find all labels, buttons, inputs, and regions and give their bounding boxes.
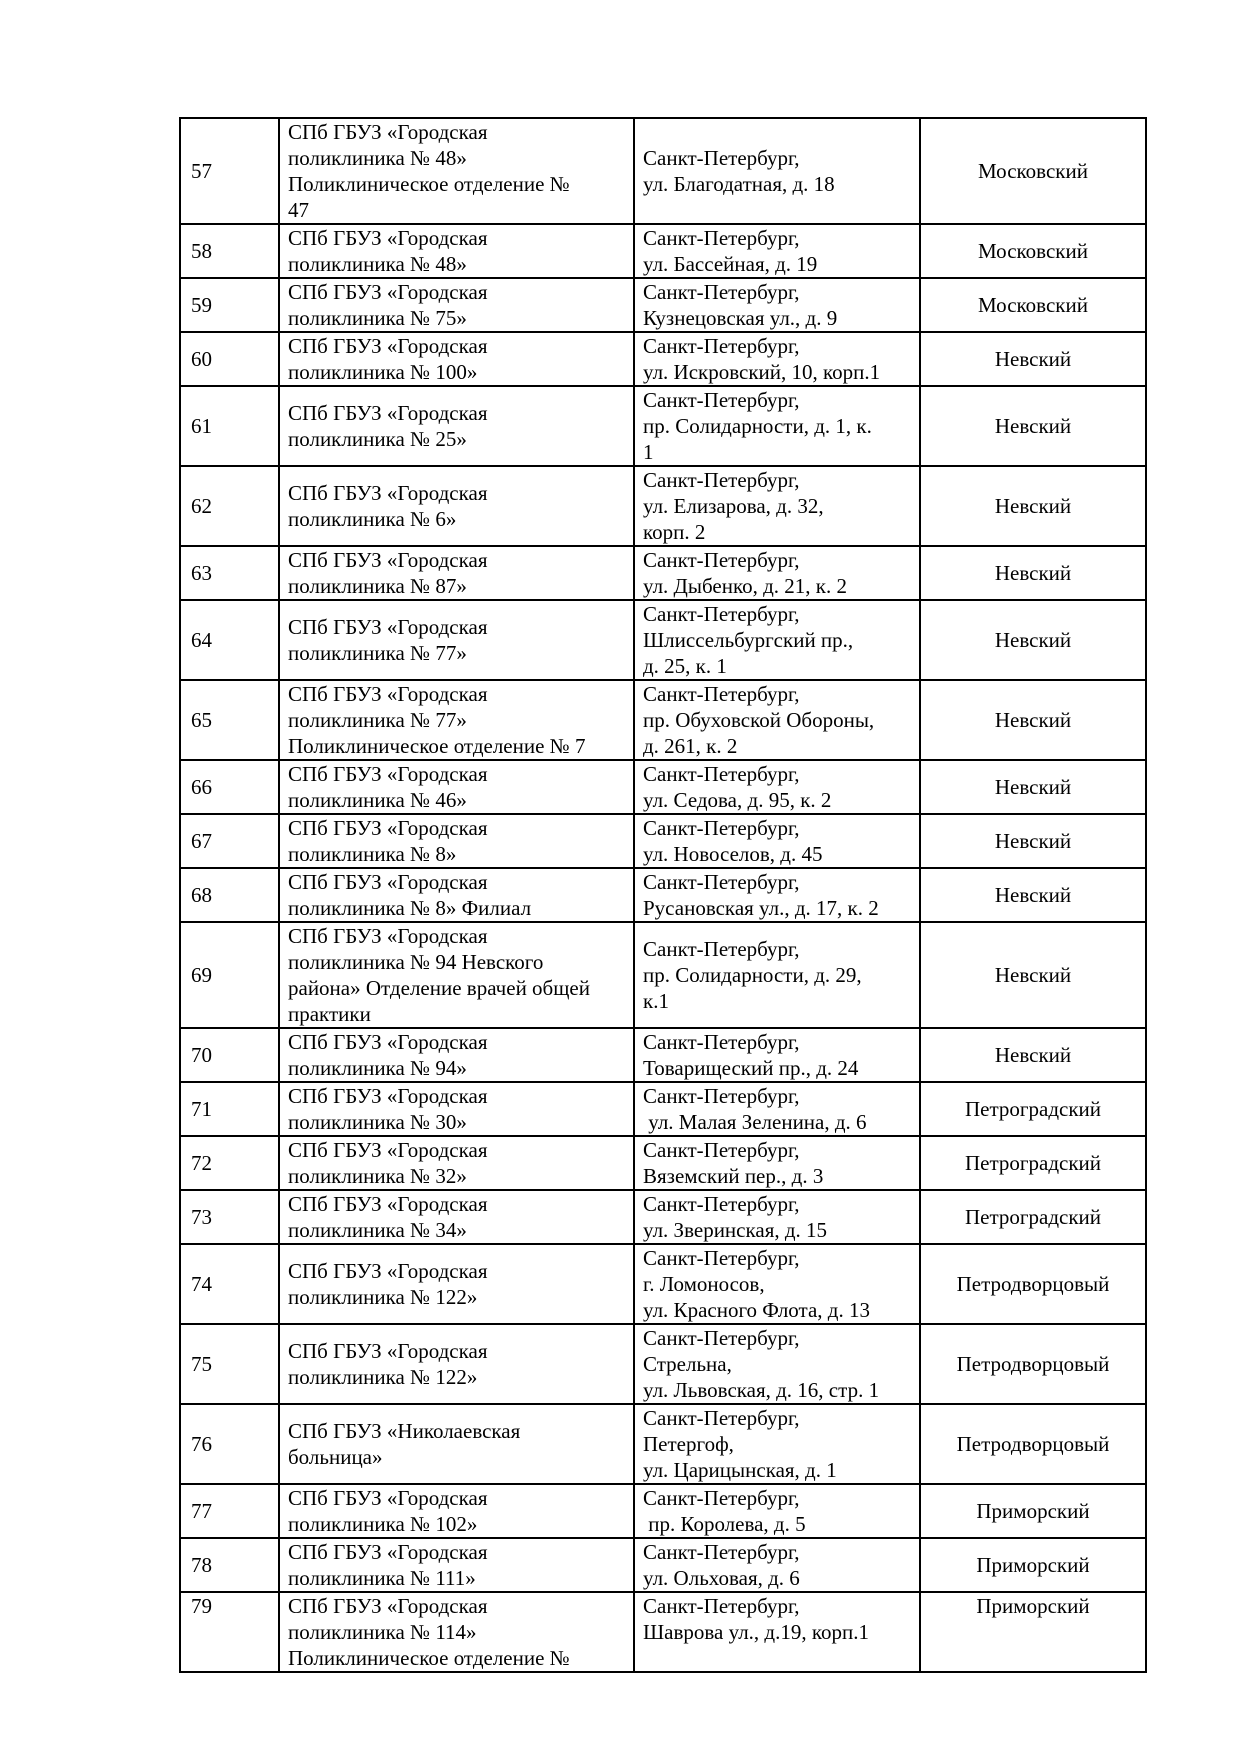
district-cell: Невский <box>920 1028 1146 1082</box>
clinic-name-line: СПб ГБУЗ «Городская <box>288 1084 488 1108</box>
clinic-name-line: поликлиника № 94» <box>288 1056 467 1080</box>
address-line: Санкт-Петербург, <box>643 1486 800 1510</box>
district-cell: Петродворцовый <box>920 1244 1146 1324</box>
table-row <box>180 1538 1146 1592</box>
clinic-name-cell <box>279 1404 634 1484</box>
clinic-name-line: СПб ГБУЗ «Городская <box>288 401 488 425</box>
address-line: ул. Искровский, 10, корп.1 <box>643 360 881 384</box>
clinic-name-cell <box>279 680 634 760</box>
row-number: 64 <box>180 600 279 680</box>
address-line: Санкт-Петербург, <box>643 937 800 961</box>
address-line: ул. Зверинская, д. 15 <box>643 1218 828 1242</box>
clinic-name-line: СПб ГБУЗ «Городская <box>288 1339 488 1363</box>
table-row <box>180 814 1146 868</box>
table-row <box>180 546 1146 600</box>
address-cell <box>634 814 920 868</box>
clinic-name-cell <box>279 546 634 600</box>
clinic-name-cell <box>279 224 634 278</box>
address-line: д. 25, к. 1 <box>643 654 727 678</box>
address-line: Санкт-Петербург, <box>643 1540 800 1564</box>
row-number: 59 <box>180 278 279 332</box>
clinic-name-line: поликлиника № 6» <box>288 507 457 531</box>
address-line: д. 261, к. 2 <box>643 734 738 758</box>
address-cell <box>634 680 920 760</box>
clinic-name-line: поликлиника № 75» <box>288 306 467 330</box>
row-number: 76 <box>180 1404 279 1484</box>
address-line: пр. Королева, д. 5 <box>643 1512 806 1536</box>
address-line: Санкт-Петербург, <box>643 388 800 412</box>
clinic-name-cell <box>279 1190 634 1244</box>
table-row <box>180 600 1146 680</box>
clinic-name-line: поликлиника № 94 Невского <box>288 950 544 974</box>
clinic-name-line: СПб ГБУЗ «Городская <box>288 1594 488 1618</box>
address-line: Санкт-Петербург, <box>643 602 800 626</box>
row-number: 67 <box>180 814 279 868</box>
clinic-name-line: СПб ГБУЗ «Городская <box>288 1192 488 1216</box>
address-line: ул. Седова, д. 95, к. 2 <box>643 788 832 812</box>
district-cell: Невский <box>920 546 1146 600</box>
clinic-name-line: СПб ГБУЗ «Городская <box>288 1540 488 1564</box>
clinic-name-line: поликлиника № 87» <box>288 574 467 598</box>
address-line: пр. Обуховской Обороны, <box>643 708 875 732</box>
clinic-name-cell <box>279 1538 634 1592</box>
clinic-name-line: поликлиника № 111» <box>288 1566 476 1590</box>
address-line: Санкт-Петербург, <box>643 146 800 170</box>
address-line: Санкт-Петербург, <box>643 1326 800 1350</box>
address-cell <box>634 600 920 680</box>
address-cell <box>634 1136 920 1190</box>
district-cell: Петроградский <box>920 1136 1146 1190</box>
table-row <box>180 386 1146 466</box>
address-line: г. Ломоносов, <box>643 1272 765 1296</box>
clinic-name-cell <box>279 118 634 224</box>
row-number: 72 <box>180 1136 279 1190</box>
address-cell <box>634 760 920 814</box>
clinic-name-line: СПб ГБУЗ «Городская <box>288 481 488 505</box>
clinic-name-line: СПб ГБУЗ «Городская <box>288 1259 488 1283</box>
district-cell: Московский <box>920 118 1146 224</box>
address-line: Санкт-Петербург, <box>643 1030 800 1054</box>
row-number: 57 <box>180 118 279 224</box>
row-number: 58 <box>180 224 279 278</box>
table-row <box>180 760 1146 814</box>
address-line: пр. Солидарности, д. 1, к. <box>643 414 872 438</box>
clinic-name-cell <box>279 1324 634 1404</box>
row-number: 74 <box>180 1244 279 1324</box>
address-line: Шлиссельбургский пр., <box>643 628 854 652</box>
address-line: ул. Дыбенко, д. 21, к. 2 <box>643 574 847 598</box>
clinic-name-line: СПб ГБУЗ «Николаевская <box>288 1419 521 1443</box>
clinic-name-cell <box>279 600 634 680</box>
address-line: ул. Елизарова, д. 32, <box>643 494 824 518</box>
district-cell: Невский <box>920 332 1146 386</box>
table-row <box>180 1082 1146 1136</box>
district-cell: Петродворцовый <box>920 1404 1146 1484</box>
address-line: ул. Новоселов, д. 45 <box>643 842 823 866</box>
table-row <box>180 922 1146 1028</box>
table-row <box>180 680 1146 760</box>
address-line: Русановская ул., д. 17, к. 2 <box>643 896 879 920</box>
clinic-name-cell <box>279 332 634 386</box>
address-line: 1 <box>643 440 654 464</box>
clinic-name-line: СПб ГБУЗ «Городская <box>288 120 488 144</box>
row-number: 65 <box>180 680 279 760</box>
clinic-name-line: СПб ГБУЗ «Городская <box>288 1030 488 1054</box>
clinic-name-line: поликлиника № 100» <box>288 360 478 384</box>
clinic-name-cell <box>279 1484 634 1538</box>
clinic-name-line: СПб ГБУЗ «Городская <box>288 548 488 572</box>
clinic-name-cell <box>279 278 634 332</box>
clinic-name-line: СПб ГБУЗ «Городская <box>288 226 488 250</box>
address-line: Санкт-Петербург, <box>643 1406 800 1430</box>
table-row <box>180 1244 1146 1324</box>
row-number: 68 <box>180 868 279 922</box>
address-cell <box>634 332 920 386</box>
row-number: 73 <box>180 1190 279 1244</box>
address-line: Шаврова ул., д.19, корп.1 <box>643 1620 869 1644</box>
address-cell <box>634 868 920 922</box>
address-line: Санкт-Петербург, <box>643 1192 800 1216</box>
district-cell: Невский <box>920 868 1146 922</box>
table-row <box>180 1028 1146 1082</box>
district-cell: Невский <box>920 600 1146 680</box>
clinic-name-line: поликлиника № 32» <box>288 1164 467 1188</box>
address-line: Санкт-Петербург, <box>643 870 800 894</box>
clinic-name-line: поликлиника № 114» <box>288 1620 477 1644</box>
clinic-name-line: СПб ГБУЗ «Городская <box>288 924 488 948</box>
address-cell <box>634 1190 920 1244</box>
address-cell <box>634 1244 920 1324</box>
clinic-name-line: СПб ГБУЗ «Городская <box>288 870 488 894</box>
clinic-name-line: поликлиника № 34» <box>288 1218 467 1242</box>
clinic-name-cell <box>279 868 634 922</box>
address-cell <box>634 1082 920 1136</box>
clinic-name-cell <box>279 814 634 868</box>
address-cell <box>634 922 920 1028</box>
row-number: 77 <box>180 1484 279 1538</box>
address-line: ул. Малая Зеленина, д. 6 <box>643 1110 867 1134</box>
table-row <box>180 278 1146 332</box>
row-number: 60 <box>180 332 279 386</box>
clinic-name-line: Поликлиническое отделение № <box>288 172 570 196</box>
address-cell <box>634 1028 920 1082</box>
clinics-table <box>179 117 1147 1673</box>
clinic-name-line: Поликлиническое отделение № 7 <box>288 734 586 758</box>
table-row <box>180 868 1146 922</box>
address-line: Товарищеский пр., д. 24 <box>643 1056 859 1080</box>
address-cell <box>634 1324 920 1404</box>
address-line: Санкт-Петербург, <box>643 1594 800 1618</box>
row-number: 70 <box>180 1028 279 1082</box>
address-line: Санкт-Петербург, <box>643 1084 800 1108</box>
clinic-name-line: поликлиника № 8» Филиал <box>288 896 532 920</box>
district-cell: Приморский <box>920 1592 1146 1672</box>
address-line: Санкт-Петербург, <box>643 548 800 572</box>
district-cell: Приморский <box>920 1538 1146 1592</box>
address-line: Санкт-Петербург, <box>643 1138 800 1162</box>
address-line: пр. Солидарности, д. 29, <box>643 963 862 987</box>
address-line: Петергоф, <box>643 1432 734 1456</box>
address-line: ул. Благодатная, д. 18 <box>643 172 835 196</box>
clinic-name-line: практики <box>288 1002 371 1026</box>
district-cell: Петроградский <box>920 1190 1146 1244</box>
address-line: Санкт-Петербург, <box>643 226 800 250</box>
row-number: 79 <box>180 1592 279 1672</box>
address-line: ул. Царицынская, д. 1 <box>643 1458 837 1482</box>
district-cell: Приморский <box>920 1484 1146 1538</box>
clinic-name-line: поликлиника № 46» <box>288 788 467 812</box>
district-cell: Невский <box>920 760 1146 814</box>
address-cell <box>634 224 920 278</box>
table-row <box>180 1136 1146 1190</box>
table-row <box>180 224 1146 278</box>
clinic-name-cell <box>279 922 634 1028</box>
row-number: 71 <box>180 1082 279 1136</box>
address-line: ул. Бассейная, д. 19 <box>643 252 818 276</box>
address-cell <box>634 466 920 546</box>
clinic-name-line: СПб ГБУЗ «Городская <box>288 1138 488 1162</box>
district-cell: Невский <box>920 680 1146 760</box>
address-line: ул. Ольховая, д. 6 <box>643 1566 800 1590</box>
clinic-name-line: СПб ГБУЗ «Городская <box>288 762 488 786</box>
address-line: Санкт-Петербург, <box>643 334 800 358</box>
address-line: Санкт-Петербург, <box>643 762 800 786</box>
table-row <box>180 1484 1146 1538</box>
clinic-name-line: СПб ГБУЗ «Городская <box>288 615 488 639</box>
row-number: 69 <box>180 922 279 1028</box>
clinic-name-line: СПб ГБУЗ «Городская <box>288 816 488 840</box>
table-row <box>180 1190 1146 1244</box>
address-cell <box>634 278 920 332</box>
address-line: корп. 2 <box>643 520 706 544</box>
clinics-table-body <box>180 118 1146 1672</box>
row-number: 78 <box>180 1538 279 1592</box>
clinic-name-cell <box>279 466 634 546</box>
district-cell: Невский <box>920 466 1146 546</box>
table-row <box>180 332 1146 386</box>
clinic-name-line: района» Отделение врачей общей <box>288 976 590 1000</box>
address-cell <box>634 546 920 600</box>
address-cell <box>634 1592 920 1672</box>
district-cell: Невский <box>920 386 1146 466</box>
clinic-name-line: поликлиника № 77» <box>288 641 467 665</box>
clinic-name-line: поликлиника № 48» <box>288 252 467 276</box>
clinic-name-cell <box>279 1082 634 1136</box>
clinic-name-line: СПб ГБУЗ «Городская <box>288 682 488 706</box>
clinic-name-line: поликлиника № 48» <box>288 146 467 170</box>
address-cell <box>634 1404 920 1484</box>
row-number: 66 <box>180 760 279 814</box>
clinic-name-cell <box>279 760 634 814</box>
clinic-name-line: поликлиника № 8» <box>288 842 457 866</box>
clinic-name-line: поликлиника № 30» <box>288 1110 467 1134</box>
table-row <box>180 466 1146 546</box>
address-line: ул. Львовская, д. 16, стр. 1 <box>643 1378 880 1402</box>
clinic-name-line: СПб ГБУЗ «Городская <box>288 1486 488 1510</box>
address-cell <box>634 386 920 466</box>
clinic-name-line: 47 <box>288 198 309 222</box>
address-line: Санкт-Петербург, <box>643 682 800 706</box>
clinic-name-cell <box>279 1136 634 1190</box>
district-cell: Московский <box>920 278 1146 332</box>
row-number: 61 <box>180 386 279 466</box>
address-cell <box>634 118 920 224</box>
table-row <box>180 1404 1146 1484</box>
clinic-name-line: поликлиника № 25» <box>288 427 467 451</box>
address-line: Санкт-Петербург, <box>643 468 800 492</box>
clinic-name-line: поликлиника № 122» <box>288 1365 478 1389</box>
district-cell: Невский <box>920 922 1146 1028</box>
address-line: Кузнецовская ул., д. 9 <box>643 306 838 330</box>
address-line: Вяземский пер., д. 3 <box>643 1164 824 1188</box>
address-line: Санкт-Петербург, <box>643 1246 800 1270</box>
district-cell: Петроградский <box>920 1082 1146 1136</box>
row-number: 75 <box>180 1324 279 1404</box>
clinic-name-line: СПб ГБУЗ «Городская <box>288 280 488 304</box>
table-row <box>180 1324 1146 1404</box>
address-cell <box>634 1484 920 1538</box>
clinic-name-line: СПб ГБУЗ «Городская <box>288 334 488 358</box>
clinic-name-line: поликлиника № 122» <box>288 1285 478 1309</box>
district-cell: Петродворцовый <box>920 1324 1146 1404</box>
district-cell: Московский <box>920 224 1146 278</box>
district-cell: Невский <box>920 814 1146 868</box>
clinic-name-line: поликлиника № 102» <box>288 1512 478 1536</box>
clinic-name-line: Поликлиническое отделение № <box>288 1646 570 1670</box>
clinic-name-cell <box>279 1592 634 1672</box>
address-line: Стрельна, <box>643 1352 732 1376</box>
address-line: ул. Красного Флота, д. 13 <box>643 1298 870 1322</box>
clinic-name-line: больница» <box>288 1445 383 1469</box>
table-row <box>180 118 1146 224</box>
clinic-name-cell <box>279 1028 634 1082</box>
clinic-name-cell <box>279 1244 634 1324</box>
clinic-name-cell <box>279 386 634 466</box>
row-number: 62 <box>180 466 279 546</box>
address-line: Санкт-Петербург, <box>643 280 800 304</box>
address-line: к.1 <box>643 989 669 1013</box>
address-line: Санкт-Петербург, <box>643 816 800 840</box>
table-row <box>180 1592 1146 1672</box>
address-cell <box>634 1538 920 1592</box>
clinic-name-line: поликлиника № 77» <box>288 708 467 732</box>
row-number: 63 <box>180 546 279 600</box>
